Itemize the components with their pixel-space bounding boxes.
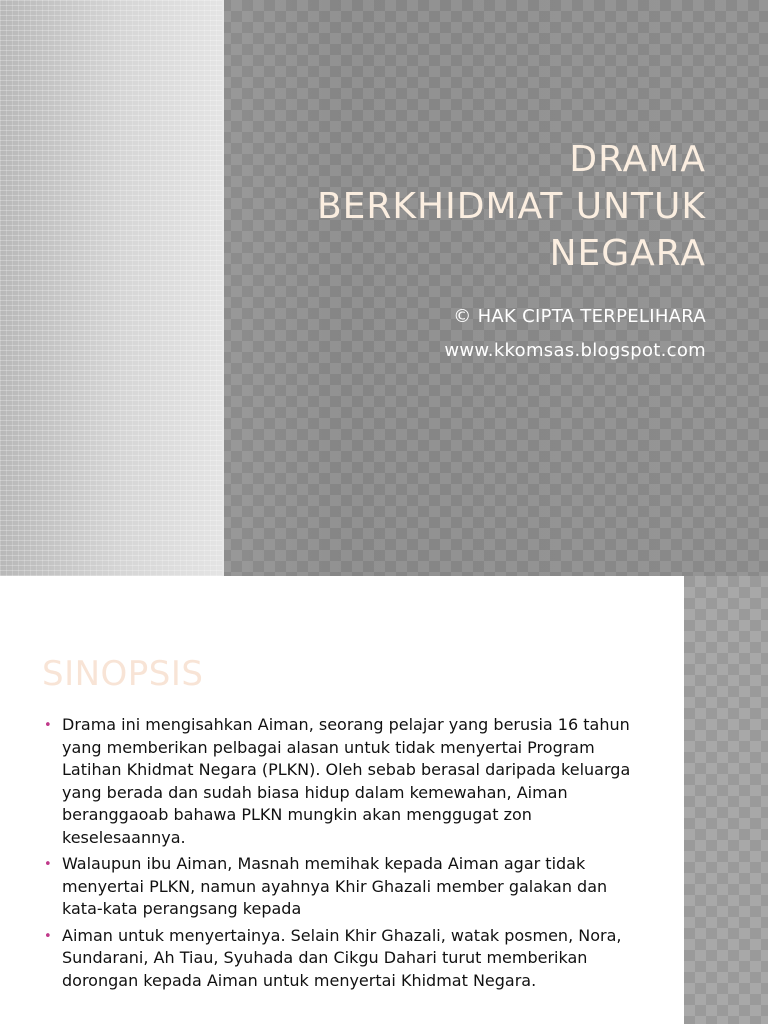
slide-title [266, 136, 706, 277]
website-link[interactable]: www.kkomsas.blogspot.com [444, 340, 706, 361]
list-item [42, 714, 642, 849]
synopsis-list [42, 714, 642, 996]
bullet-icon: • [44, 857, 52, 872]
title-line: NEGARA [549, 233, 706, 274]
title-line: BERKHIDMAT UNTUK [316, 186, 706, 227]
decorative-side-panel [684, 576, 768, 1024]
bullet-icon: • [44, 718, 52, 733]
title-line: DRAMA [569, 139, 706, 180]
synopsis-heading: SINOPSIS [42, 654, 204, 694]
list-item-text: Walaupun ibu Aiman, Masnah memihak kepada Aiman agar tidak menyertai PLKN, namun ayahnya Khir Ghazali member galakan dan kata-kata perangsang kepada [62, 854, 608, 918]
decorative-side-panel [0, 0, 224, 576]
copyright-text: © HAK CIPTA TERPELIHARA [453, 306, 706, 327]
slide-subtitle [266, 300, 706, 368]
bullet-icon: • [44, 928, 52, 944]
list-item-text: Drama ini mengisahkan Aiman, seorang pelajar yang berusia 16 tahun yang memberikan pelbagai alasan untuk tidak menyertai Program Latihan Khidmat Negara (PLKN). Oleh sebab berasal daripada keluarga yang berada dan sudah biasa hidup dalam kemewahan, Aiman beranggaoab bahawa PLKN mungkin akan menggugat zon keselesaannya. [62, 715, 631, 847]
synopsis-slide [0, 576, 768, 1024]
list-item-text: Aiman untuk menyertainya. Selain Khir Ghazali, watak posmen, Nora, Sundarani, Ah Tiau, Syuhada dan Cikgu Dahari turut memberikan dorongan kepada Aiman untuk menyertai Khidmat Negara. [62, 925, 622, 990]
list-item [42, 925, 642, 993]
list-item [42, 853, 642, 921]
